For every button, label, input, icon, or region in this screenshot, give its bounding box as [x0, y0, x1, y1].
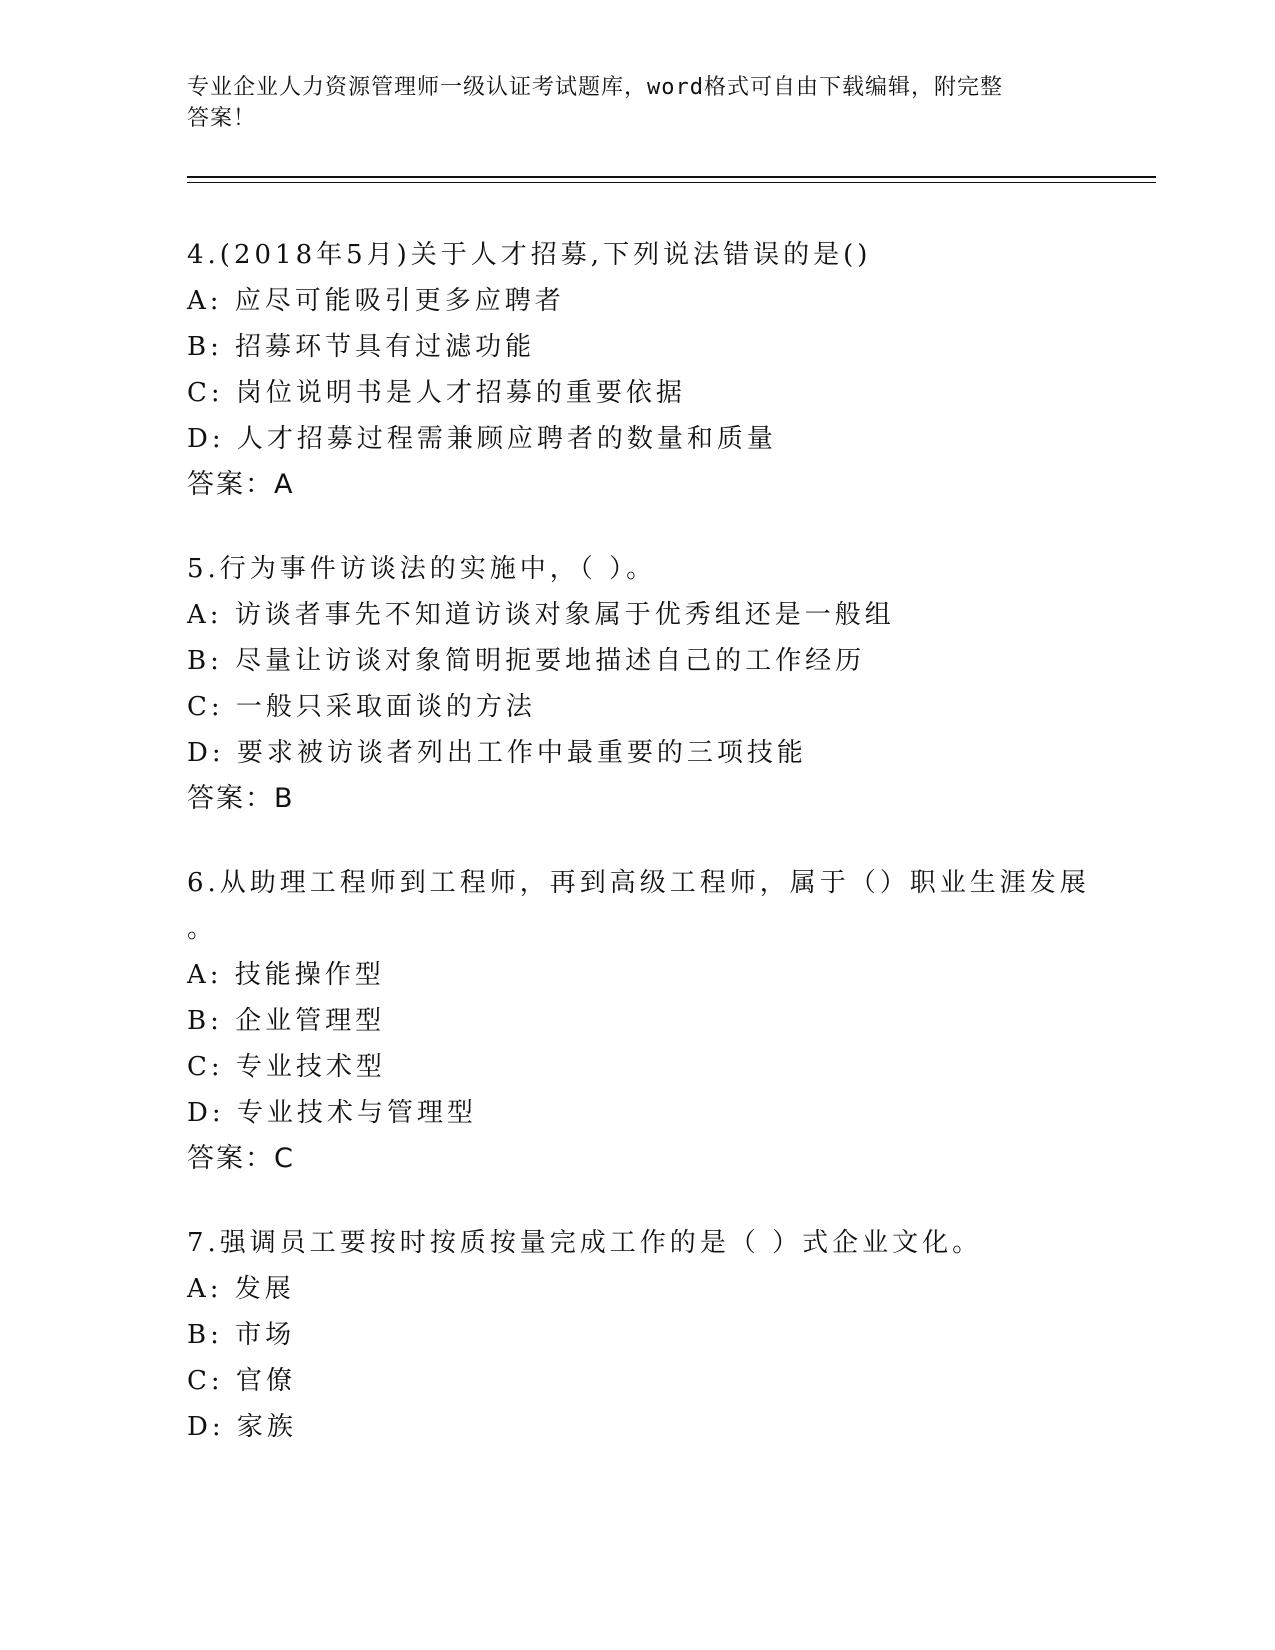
option-a: A: 技能操作型 — [187, 960, 385, 990]
option-d: D: 家族 — [187, 1412, 297, 1442]
question-7 — [187, 1220, 1087, 1450]
question-5 — [187, 546, 1087, 822]
option-b: B: 尽量让访谈对象简明扼要地描述自己的工作经历 — [187, 646, 866, 676]
document-header — [187, 72, 1067, 134]
question-list — [187, 232, 1090, 1450]
spacer — [187, 508, 1087, 546]
answer: 答案：C — [187, 1143, 295, 1174]
question-4 — [187, 232, 1087, 508]
option-d: D: 人才招募过程需兼顾应聘者的数量和质量 — [187, 424, 777, 454]
option-c: C: 专业技术型 — [187, 1052, 386, 1082]
header-line-1: 专业企业人力资源管理师一级认证考试题库，word格式可自由下载编辑，附完整 — [187, 75, 1003, 100]
option-d: D: 专业技术与管理型 — [187, 1098, 477, 1128]
spacer — [187, 1182, 1087, 1220]
question-stem: 5.行为事件访谈法的实施中，（ ）。 — [187, 554, 657, 584]
header-line-2: 答案！ — [187, 106, 257, 131]
option-b: B: 企业管理型 — [187, 1006, 386, 1036]
answer: 答案：A — [187, 469, 295, 500]
option-c: C: 一般只采取面谈的方法 — [187, 692, 536, 722]
option-a: A: 发展 — [187, 1274, 295, 1304]
question-stem: 6.从助理工程师到工程师，再到高级工程师，属于（）职业生涯发展 — [187, 868, 1090, 898]
option-d: D: 要求被访谈者列出工作中最重要的三项技能 — [187, 738, 807, 768]
option-a: A: 访谈者事先不知道访谈对象属于优秀组还是一般组 — [187, 600, 895, 630]
question-stem: 4.(2018年5月)关于人才招募,下列说法错误的是() — [187, 240, 872, 270]
question-stem-continuation: 。 — [187, 914, 218, 944]
option-c: C: 官僚 — [187, 1366, 296, 1396]
question-stem: 7.强调员工要按时按质按量完成工作的是（ ）式企业文化。 — [187, 1228, 983, 1258]
option-a: A: 应尽可能吸引更多应聘者 — [187, 286, 565, 316]
option-b: B: 招募环节具有过滤功能 — [187, 332, 536, 362]
spacer — [187, 822, 1087, 860]
option-c: C: 岗位说明书是人才招募的重要依据 — [187, 378, 686, 408]
option-b: B: 市场 — [187, 1320, 296, 1350]
answer: 答案：B — [187, 783, 295, 814]
header-divider-thin — [187, 182, 1156, 183]
question-6 — [187, 860, 1090, 1182]
header-divider-thick — [187, 176, 1156, 178]
